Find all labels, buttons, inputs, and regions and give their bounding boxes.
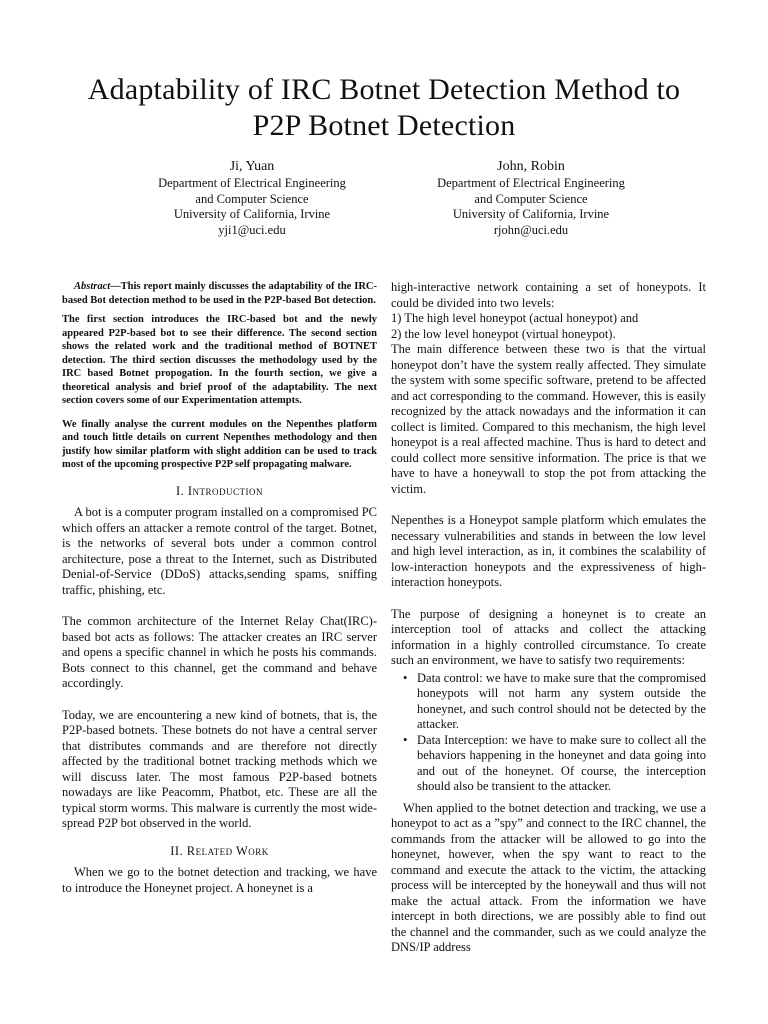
- paragraph-text: The main difference between these two is that the virtual honeypot don’t have the system really affected. They simulate the system with some specific software, pretend to be affected and act corresponding to the command. However, this is easily recognized by the attack nowadays and the information it can collect is limited. Compared to this mechanism, the high level honeypot is a real affected machine. Thus is hard to detect and could collect more sensitive information. The price is that we have to have a honeywall to stop the pot from attacking the victim.: [391, 342, 706, 496]
- requirements-list: [391, 671, 706, 795]
- section-title: Related Work: [186, 843, 269, 858]
- abstract-paragraph-2: The first section introduces the IRC-based bot and the newly appeared P2P-based bot to see their difference. The second section shows the related work and the traditional method of BOTNET detection. The third section discusses the methodology used by the IRC based Botnet propogation. In the fourth section, we give a theoretical analysis and brief proof of the adaptability. The next section covers some of our Experimentation attempts.: [62, 314, 377, 406]
- list-item: [391, 733, 706, 795]
- bullet-icon: •: [403, 732, 408, 747]
- paper-title: [0, 72, 768, 144]
- author-university: University of California, Irvine: [173, 207, 331, 221]
- author-department-2: and Computer Science: [195, 191, 309, 206]
- purpose-paragraph: The purpose of designing a honeynet is to create an interception tool of attacks and collect the attacking information in a highly controlled circumstance. To create such an environment, we have to satisfy two requirements:: [391, 606, 706, 667]
- honeynet-paragraph: [391, 280, 706, 497]
- related-paragraph-1: When we go to the botnet detection and tracking, we have to introduce the Honeynet project. A honeynet is a: [62, 865, 377, 895]
- abstract-paragraph-3: We finally analyse the current modules on the Nepenthes platform and touch little details on current Nepenthes methodology and then justify how similar platform with slight addition can be used to track most of the upcoming prospective P2P self propagating malware.: [62, 418, 377, 470]
- section-title: Introduction: [187, 483, 264, 498]
- author-university: University of California, Irvine: [452, 207, 610, 221]
- list-item: 1) The high level honeypot (actual honeypot) and: [391, 311, 639, 325]
- list-item: [391, 671, 706, 733]
- right-column: [391, 280, 706, 956]
- paragraph-text: high-interactive network containing a set of honeypots. It could be divided into two levels:: [391, 280, 706, 310]
- author-department-2: and Computer Science: [474, 191, 588, 206]
- list-item: 2) the low level honeypot (virtual honeypot).: [391, 326, 616, 341]
- section-number: I.: [175, 483, 185, 498]
- nepenthes-paragraph: Nepenthes is a Honeypot sample platform which emulates the necessary vulnerabilities and stands in between the low level and high level interaction, as in, it combines the scalability of low-interaction honeypots and the expressiveness of high-interaction honeypots.: [391, 513, 706, 589]
- left-column: [62, 280, 377, 896]
- author-email: rjohn@uci.edu: [493, 222, 569, 237]
- author-department: Department of Electrical Engineering: [158, 176, 346, 190]
- author-block-1: [102, 158, 402, 238]
- abstract-paragraph: [62, 280, 377, 307]
- spy-paragraph: When applied to the botnet detection and tracking, we use a honeypot to act as a ”spy” and connect to the IRC channel, the commands from the attacker will be allowed to go into the honeynet, however, when the spy want to react to the command and execute the attack to the victim, the attacking process will be intercepted by the honeywall and thus will not make the actual attack. From the information we have intercept in both directions, we are possibly able to find out the channel and the commander, such as we could analyze the DNS/IP address: [391, 800, 706, 954]
- author-block-2: [381, 158, 681, 238]
- author-name: John, Robin: [497, 159, 565, 174]
- section-heading-introduction: [62, 484, 377, 500]
- title-line-2: P2P Botnet Detection: [252, 109, 516, 142]
- intro-paragraph-1: A bot is a computer program installed on a compromised PC which offers an attacker a remote control of the target. Botnet, is the networks of several bots under a common control architecture, pose a threat to the Internet, such as Distributed Denial-of-Service (DDoS) attacks,sending spams, sniffing traffic, phishing, etc.: [62, 505, 377, 597]
- title-line-1: Adaptability of IRC Botnet Detection Method to: [87, 73, 681, 106]
- bullet-icon: •: [403, 670, 408, 685]
- list-item-text: Data Interception: we have to make sure to collect all the behaviors happening in the honeynet and data going into and out of the honeynet. Of course, the interception should also be transient to the attacker.: [417, 732, 706, 793]
- section-heading-related-work: [62, 844, 377, 860]
- author-email: yji1@uci.edu: [218, 222, 286, 237]
- author-name: Ji, Yuan: [229, 159, 275, 174]
- abstract-text: —This report mainly discusses the adaptability of the IRC-based Bot detection method to be used in the P2P-based Bot detection.: [62, 281, 377, 306]
- author-department: Department of Electrical Engineering: [437, 176, 625, 190]
- section-number: II.: [170, 843, 184, 858]
- intro-paragraph-3: Today, we are encountering a new kind of botnets, that is, the P2P-based botnets. These botnets do not have a central server that distributes commands and are therefore not directly affected by the traditional botnet tracking methods which we will discuss later. The most famous P2P-based botnets nowadays are like Peacomm, Phatbot, etc. These are all the typical storm worms. This malware is currently the most wide-spread P2P bot observed in the world.: [62, 707, 377, 830]
- intro-paragraph-2: The common architecture of the Internet Relay Chat(IRC)-based bot acts as follows: The attacker creates an IRC server and opens a specific channel in which he posts his commands. Bots connect to this channel, get the command and behave accordingly.: [62, 614, 377, 690]
- list-item-text: Data control: we have to make sure that the compromised honeypots will not harm any system outside the honeynet, and such control should not be detected by the attacker.: [417, 670, 706, 731]
- abstract-label: Abstract: [74, 281, 111, 292]
